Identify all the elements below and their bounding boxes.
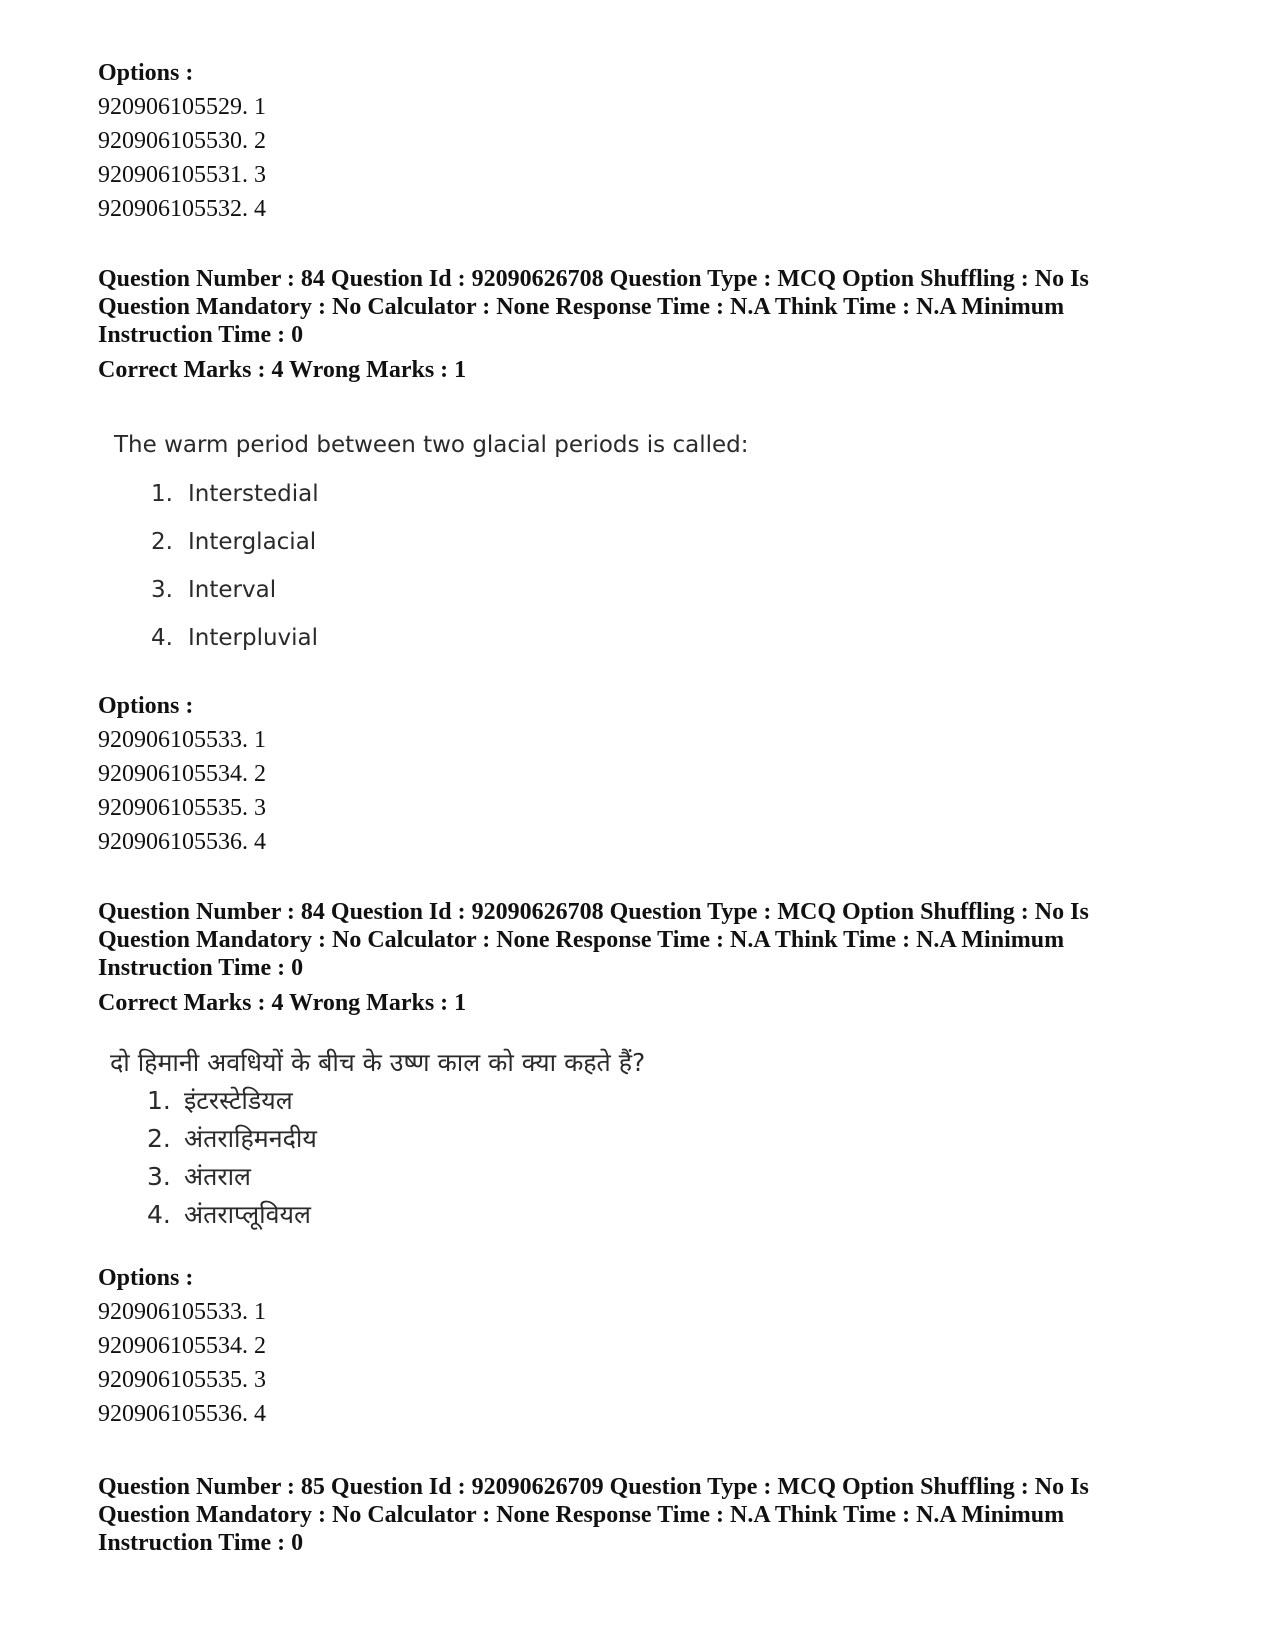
- choice-list: [151, 470, 1214, 662]
- options-label: Options :: [98, 60, 194, 86]
- meta-line: Question Mandatory : No Calculator : None Response Time : N.A Think Time : N.A Minimum: [98, 927, 1065, 953]
- option-line: 920906105535. 3: [98, 1367, 266, 1393]
- meta-line: Question Mandatory : No Calculator : None Response Time : N.A Think Time : N.A Minimum: [98, 294, 1065, 320]
- option-line: 920906105536. 4: [98, 829, 266, 855]
- choice-text: अंतराप्लूवियल: [184, 1200, 311, 1229]
- meta-line: Instruction Time : 0: [98, 955, 304, 981]
- choice-number: 3.: [147, 1162, 171, 1191]
- choice-number: 1.: [151, 481, 173, 507]
- option-line: 920906105533. 1: [98, 1299, 266, 1325]
- choice-item: [151, 566, 1214, 614]
- options-section-prev: [98, 57, 1198, 226]
- question-84-hindi: [98, 898, 1198, 1018]
- options-section-84-hindi: [98, 1262, 1198, 1431]
- choice-number: 3.: [151, 577, 173, 603]
- question-meta: [98, 1473, 1158, 1557]
- options-label: Options :: [98, 1265, 194, 1291]
- choice-number: 2.: [147, 1124, 171, 1153]
- option-line: 920906105534. 2: [98, 1333, 266, 1359]
- choice-item: [147, 1158, 1210, 1196]
- choice-text: अंतराहिमनदीय: [184, 1124, 317, 1153]
- choice-text: Interval: [188, 577, 277, 603]
- option-line: 920906105530. 2: [98, 128, 266, 154]
- choice-item: [151, 470, 1214, 518]
- option-line: 920906105534. 2: [98, 761, 266, 787]
- option-line: 920906105531. 3: [98, 162, 266, 188]
- meta-line: Question Number : 85 Question Id : 92090626709 Question Type : MCQ Option Shuffling : No Is: [98, 1474, 1089, 1500]
- choice-item: [151, 614, 1214, 662]
- choice-item: [147, 1120, 1210, 1158]
- choice-text: अंतराल: [184, 1162, 252, 1191]
- options-section-84-english: [98, 690, 1198, 859]
- choice-number: 4.: [151, 625, 173, 651]
- options-label: Options :: [98, 693, 194, 719]
- question-stem: The warm period between two glacial periods is called:: [114, 432, 749, 458]
- choice-item: [147, 1082, 1210, 1120]
- question-image-english: [114, 430, 1214, 662]
- choice-text: इंटरस्टेडियल: [184, 1086, 293, 1115]
- meta-line: Question Number : 84 Question Id : 92090626708 Question Type : MCQ Option Shuffling : No Is: [98, 899, 1089, 925]
- question-image-hindi: [110, 1048, 1210, 1234]
- meta-line: Question Number : 84 Question Id : 92090626708 Question Type : MCQ Option Shuffling : No Is: [98, 266, 1089, 292]
- marks-line: Correct Marks : 4 Wrong Marks : 1: [98, 357, 467, 383]
- meta-line: Instruction Time : 0: [98, 1530, 304, 1556]
- option-line: 920906105535. 3: [98, 795, 266, 821]
- choice-text: Interglacial: [188, 529, 317, 555]
- question-meta: [98, 265, 1158, 349]
- choice-item: [151, 518, 1214, 566]
- marks-line: Correct Marks : 4 Wrong Marks : 1: [98, 990, 467, 1016]
- choice-number: 4.: [147, 1200, 171, 1229]
- option-line: 920906105533. 1: [98, 727, 266, 753]
- option-line: 920906105536. 4: [98, 1401, 266, 1427]
- choice-item: [147, 1196, 1210, 1234]
- choice-list: [147, 1082, 1210, 1234]
- option-line: 920906105532. 4: [98, 196, 266, 222]
- choice-number: 1.: [147, 1086, 171, 1115]
- option-line: 920906105529. 1: [98, 94, 266, 120]
- meta-line: Question Mandatory : No Calculator : None Response Time : N.A Think Time : N.A Minimum: [98, 1502, 1065, 1528]
- question-85: [98, 1473, 1198, 1557]
- meta-line: Instruction Time : 0: [98, 322, 304, 348]
- choice-text: Interpluvial: [188, 625, 319, 651]
- choice-number: 2.: [151, 529, 173, 555]
- choice-text: Interstedial: [188, 481, 319, 507]
- question-stem: दो हिमानी अवधियों के बीच के उष्ण काल को क्या कहते हैं?: [110, 1048, 646, 1077]
- question-84-english: [98, 265, 1198, 385]
- question-meta: [98, 898, 1158, 982]
